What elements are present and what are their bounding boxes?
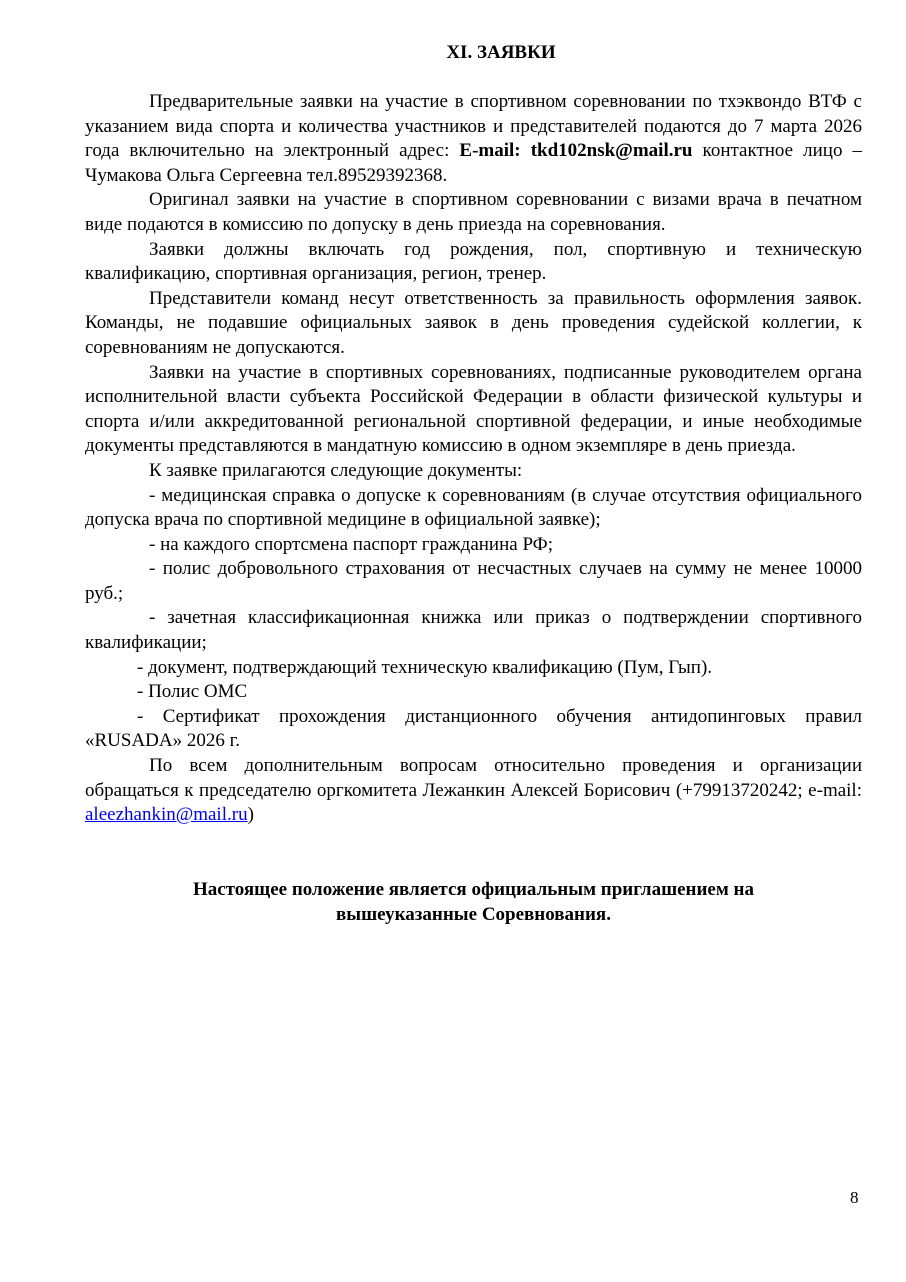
p7-text: По всем дополнительным вопросам относительно проведения и организации обращаться к председателю оргкомитета Лежанкин Алексей Борисович (+79913720242; e-mail: [85, 755, 862, 801]
list-item-insurance: - полис добровольного страхования от несчастных случаев на сумму не менее 10000 руб.; [85, 558, 862, 604]
closing-line-2: вышеуказанные Соревнования. [336, 903, 611, 925]
section-title: XI. ЗАЯВКИ [446, 42, 556, 63]
paragraph-preliminary-applications [85, 90, 862, 188]
chairman-email-link[interactable]: aleezhankin@mail.ru [85, 804, 248, 826]
p1-email: E-mail: tkd102nsk@mail.ru [459, 140, 693, 162]
list-item-rusada: - Сертификат прохождения дистанционного обучения антидопинговых правил «RUSADA» 2026 г. [85, 705, 862, 752]
list-item-technical-qualification: - документ, подтверждающий техническую квалификацию (Пум, Гып). [137, 656, 713, 678]
paragraph-attached-documents: К заявке прилагаются следующие документы: [149, 459, 523, 481]
list-item-medical: - медицинская справка о допуске к соревнованиям (в случае отсутствия официального допуска врача по спортивной медицине в официальной заявке); [85, 484, 862, 531]
p1-text: Предварительные заявки на участие в спортивном соревновании по тхэквондо ВТФ с указанием вида спорта и количества участников и представителей подаются до 7 марта 2026 года включительно на электронный адрес: [85, 91, 862, 162]
closing-statement [85, 878, 862, 927]
page-number: 8 [850, 1188, 859, 1207]
paragraph-signed-applications: Заявки на участие в спортивных соревнованиях, подписанные руководителем органа исполнительной власти субъекта Российской Федерации в области физической культуры и спорта и/или аккредитованной региональной спортивной федерации, и иные необходимые документы представляются в мандатную комиссию в одном экземпляре в день приезда. [85, 361, 862, 457]
document-body [85, 90, 862, 828]
p7-end: ) [247, 804, 254, 826]
paragraph-contact-chairman [85, 754, 862, 828]
closing-line-1: Настоящее положение является официальным приглашением на [192, 879, 755, 900]
paragraph-original-application: Оригинал заявки на участие в спортивном соревновании с визами врача в печатном виде подаются в комиссию по допуску в день приезда на соревнования. [85, 189, 862, 235]
paragraph-application-contents: Заявки должны включать год рождения, пол, спортивную и техническую квалификацию, спортивная организация, регион, тренер. [85, 238, 862, 285]
p1-contact: контактное лицо – Чумакова Ольга Сергеевна тел.89529392368. [85, 140, 863, 186]
list-item-classification-book: - зачетная классификационная книжка или приказ о подтверждении спортивного квалификации; [85, 607, 862, 654]
list-item-passport: - на каждого спортсмена паспорт гражданина РФ; [149, 533, 553, 555]
list-item-oms: - Полис ОМС [137, 681, 248, 703]
paragraph-team-responsibility: Представители команд несут ответственность за правильность оформления заявок. Команды, не подавшие официальных заявок в день проведения судейской коллегии, к соревнованиям не допускаются. [85, 287, 862, 358]
